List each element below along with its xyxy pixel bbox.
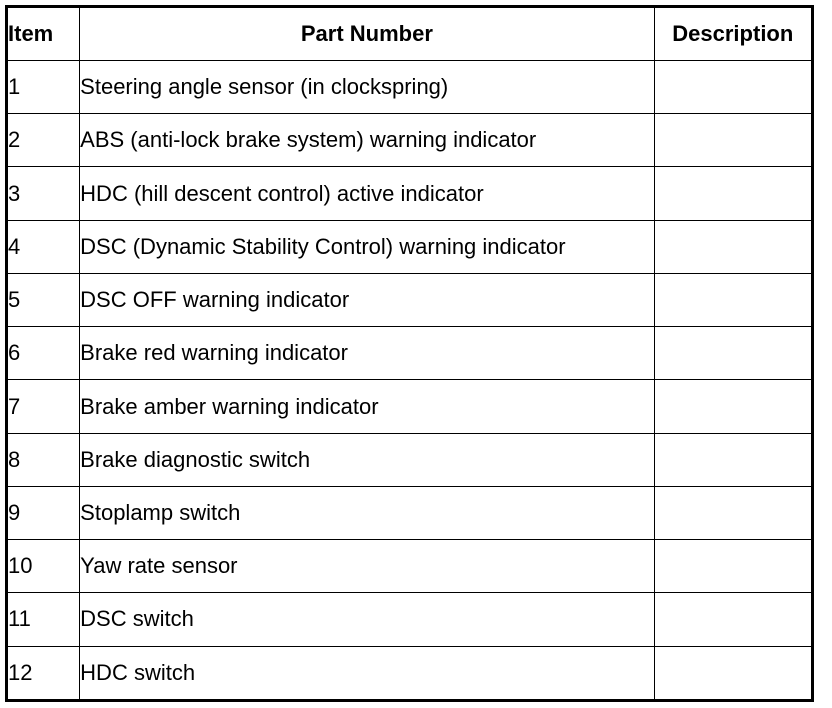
- cell-description: [654, 61, 812, 114]
- cell-item: 9: [7, 486, 80, 539]
- cell-description: [654, 433, 812, 486]
- table-row: [7, 646, 813, 700]
- cell-part-number: Brake amber warning indicator: [80, 380, 654, 433]
- cell-item: 1: [7, 61, 80, 114]
- cell-part-number: HDC (hill descent control) active indicator: [80, 167, 654, 220]
- cell-part-number: ABS (anti-lock brake system) warning indicator: [80, 114, 654, 167]
- cell-part-number: Steering angle sensor (in clockspring): [80, 61, 654, 114]
- table-row: [7, 433, 813, 486]
- header-item: Item: [7, 7, 80, 61]
- table-row: [7, 114, 813, 167]
- cell-item: 2: [7, 114, 80, 167]
- cell-part-number: Brake red warning indicator: [80, 327, 654, 380]
- cell-description: [654, 220, 812, 273]
- cell-item: 3: [7, 167, 80, 220]
- table-row: [7, 273, 813, 326]
- cell-part-number: DSC OFF warning indicator: [80, 273, 654, 326]
- cell-item: 11: [7, 593, 80, 646]
- cell-description: [654, 114, 812, 167]
- table-row: [7, 220, 813, 273]
- header-part-number: Part Number: [80, 7, 654, 61]
- cell-part-number: Brake diagnostic switch: [80, 433, 654, 486]
- cell-item: 6: [7, 327, 80, 380]
- cell-item: 5: [7, 273, 80, 326]
- table-row: [7, 327, 813, 380]
- cell-description: [654, 380, 812, 433]
- table-row: [7, 61, 813, 114]
- table-row: [7, 540, 813, 593]
- cell-part-number: DSC switch: [80, 593, 654, 646]
- cell-description: [654, 327, 812, 380]
- table-row: [7, 593, 813, 646]
- cell-description: [654, 273, 812, 326]
- table-row: [7, 380, 813, 433]
- cell-part-number: Yaw rate sensor: [80, 540, 654, 593]
- cell-item: 12: [7, 646, 80, 700]
- table-body: [7, 61, 813, 701]
- cell-item: 8: [7, 433, 80, 486]
- table-row: [7, 167, 813, 220]
- table-row: [7, 486, 813, 539]
- cell-description: [654, 540, 812, 593]
- parts-table: [5, 5, 814, 702]
- cell-part-number: HDC switch: [80, 646, 654, 700]
- cell-part-number: DSC (Dynamic Stability Control) warning indicator: [80, 220, 654, 273]
- table-header-row: [7, 7, 813, 61]
- cell-item: 10: [7, 540, 80, 593]
- header-description: Description: [654, 7, 812, 61]
- cell-description: [654, 167, 812, 220]
- cell-description: [654, 593, 812, 646]
- cell-part-number: Stoplamp switch: [80, 486, 654, 539]
- cell-item: 7: [7, 380, 80, 433]
- cell-description: [654, 646, 812, 700]
- cell-item: 4: [7, 220, 80, 273]
- cell-description: [654, 486, 812, 539]
